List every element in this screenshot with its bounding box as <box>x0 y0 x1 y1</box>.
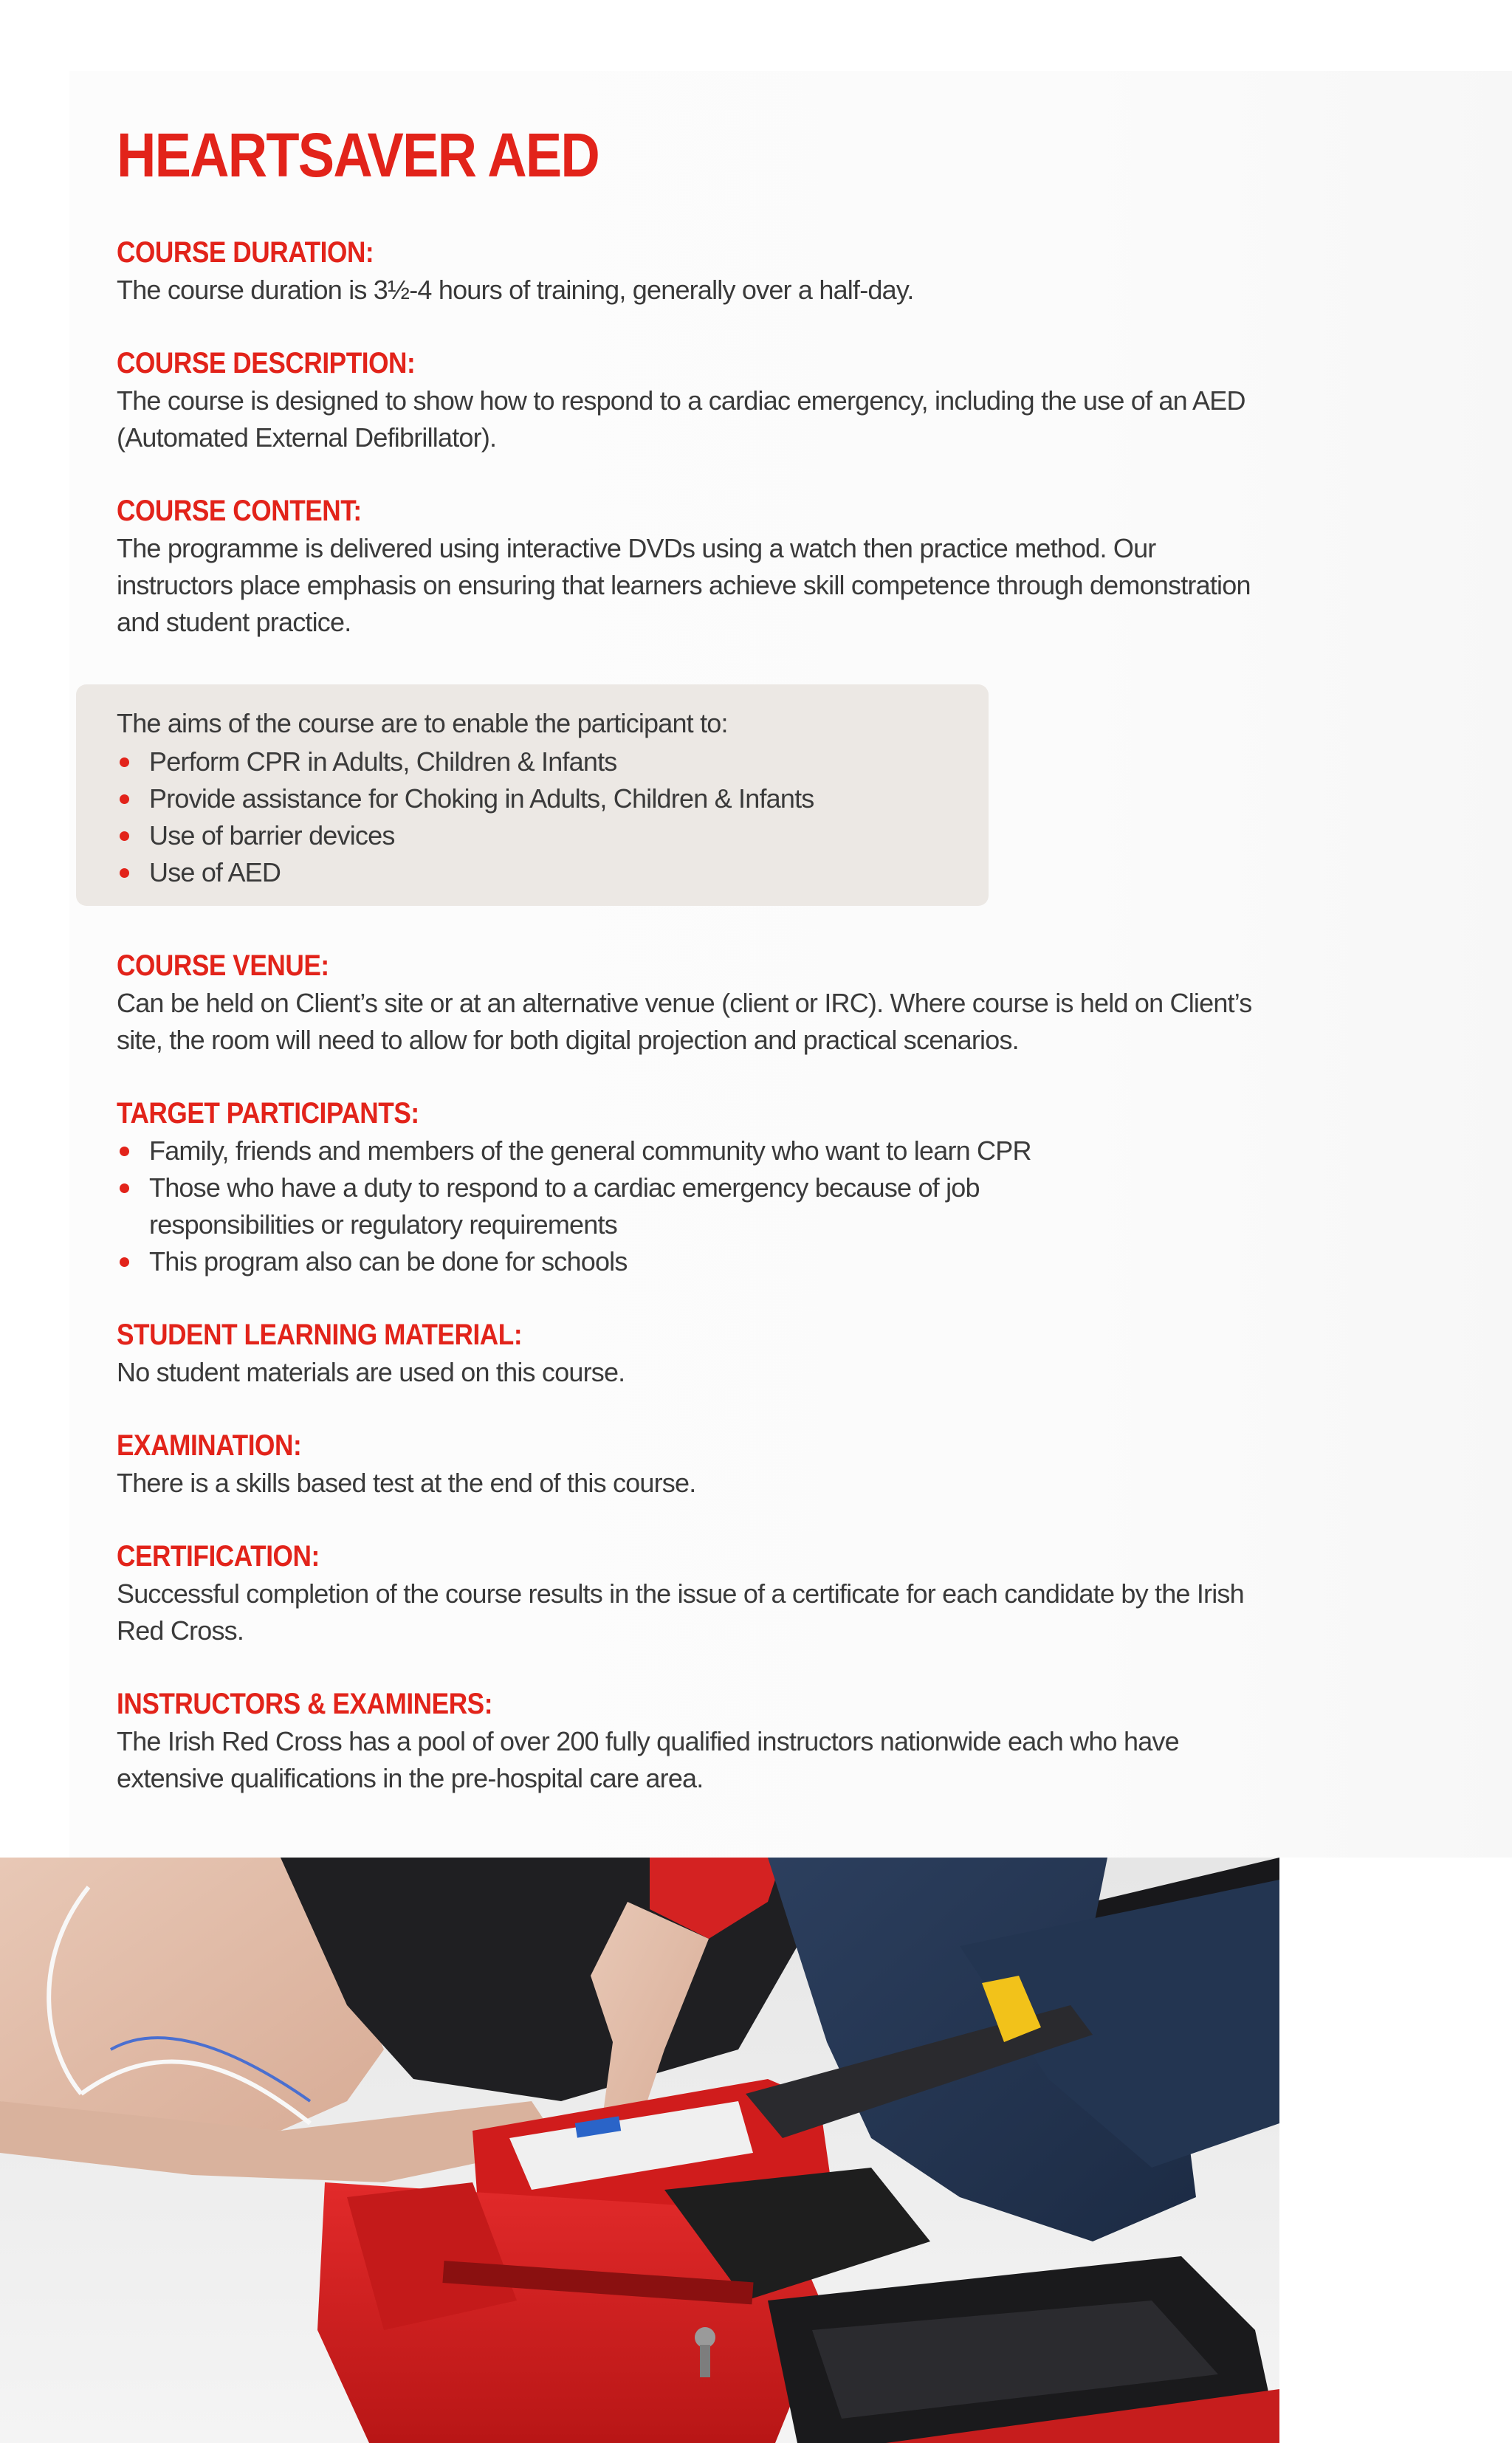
list-item: Use of barrier devices <box>117 817 973 854</box>
section-heading: CERTIFICATION: <box>117 1540 320 1573</box>
participants-list <box>117 1133 1076 1280</box>
section-text: Can be held on Client’s site or at an alternative venue (client or IRC). Where course is held on Client’s site, the room will need to allow for both digital projection and practical scenarios. <box>117 988 1252 1055</box>
section-text: The Irish Red Cross has a pool of over 200 fully qualified instructors nationwide each who have extensive qualifications in the pre-hospital care area. <box>117 1726 1179 1793</box>
section-heading: STUDENT LEARNING MATERIAL: <box>117 1319 523 1351</box>
section-certification <box>117 1539 1268 1649</box>
section-text: No student materials are used on this course. <box>117 1357 625 1387</box>
aims-box <box>76 684 989 906</box>
section-instructors <box>117 1686 1268 1797</box>
list-item: Those who have a duty to respond to a cardiac emergency because of job responsibilities or regulatory requirements <box>117 1169 1076 1243</box>
list-item: Use of AED <box>117 854 973 891</box>
section-text: There is a skills based test at the end of this course. <box>117 1468 696 1498</box>
list-item: Family, friends and members of the general community who want to learn CPR <box>117 1133 1076 1169</box>
section-venue <box>117 948 1268 1059</box>
section-content <box>117 493 1268 641</box>
section-heading: COURSE DURATION: <box>117 236 374 269</box>
aims-list <box>117 743 973 891</box>
section-description <box>117 346 1268 456</box>
section-duration <box>117 235 1268 309</box>
section-heading: COURSE DESCRIPTION: <box>117 347 416 379</box>
section-examination <box>117 1428 1268 1502</box>
aims-intro: The aims of the course are to enable the participant to: <box>117 708 728 738</box>
zipper-pull <box>695 2327 715 2348</box>
aed-training-photo <box>0 1858 1279 2443</box>
section-text: The course is designed to show how to respond to a cardiac emergency, including the use of an AED (Automated External Defibrillator). <box>117 385 1245 453</box>
section-heading: COURSE VENUE: <box>117 949 329 982</box>
section-materials <box>117 1317 1268 1391</box>
section-heading: TARGET PARTICIPANTS: <box>117 1097 419 1130</box>
section-participants <box>117 1096 1268 1280</box>
section-text: Successful completion of the course results in the issue of a certificate for each candidate by the Irish Red Cross. <box>117 1578 1244 1646</box>
section-text: The course duration is 3½-4 hours of training, generally over a half-day. <box>117 275 914 305</box>
section-heading: COURSE CONTENT: <box>117 495 362 527</box>
list-item: This program also can be done for schools <box>117 1243 1076 1280</box>
section-heading: EXAMINATION: <box>117 1429 302 1462</box>
section-heading: INSTRUCTORS & EXAMINERS: <box>117 1688 493 1720</box>
list-item: Perform CPR in Adults, Children & Infants <box>117 743 973 780</box>
list-item: Provide assistance for Choking in Adults, Children & Infants <box>117 780 973 817</box>
page-title: HEARTSAVER AED <box>117 120 599 190</box>
section-text: The programme is delivered using interactive DVDs using a watch then practice method. Our instructors place emphasis on ensuring that learners achieve skill competence through demonstration and student practice. <box>117 533 1251 637</box>
